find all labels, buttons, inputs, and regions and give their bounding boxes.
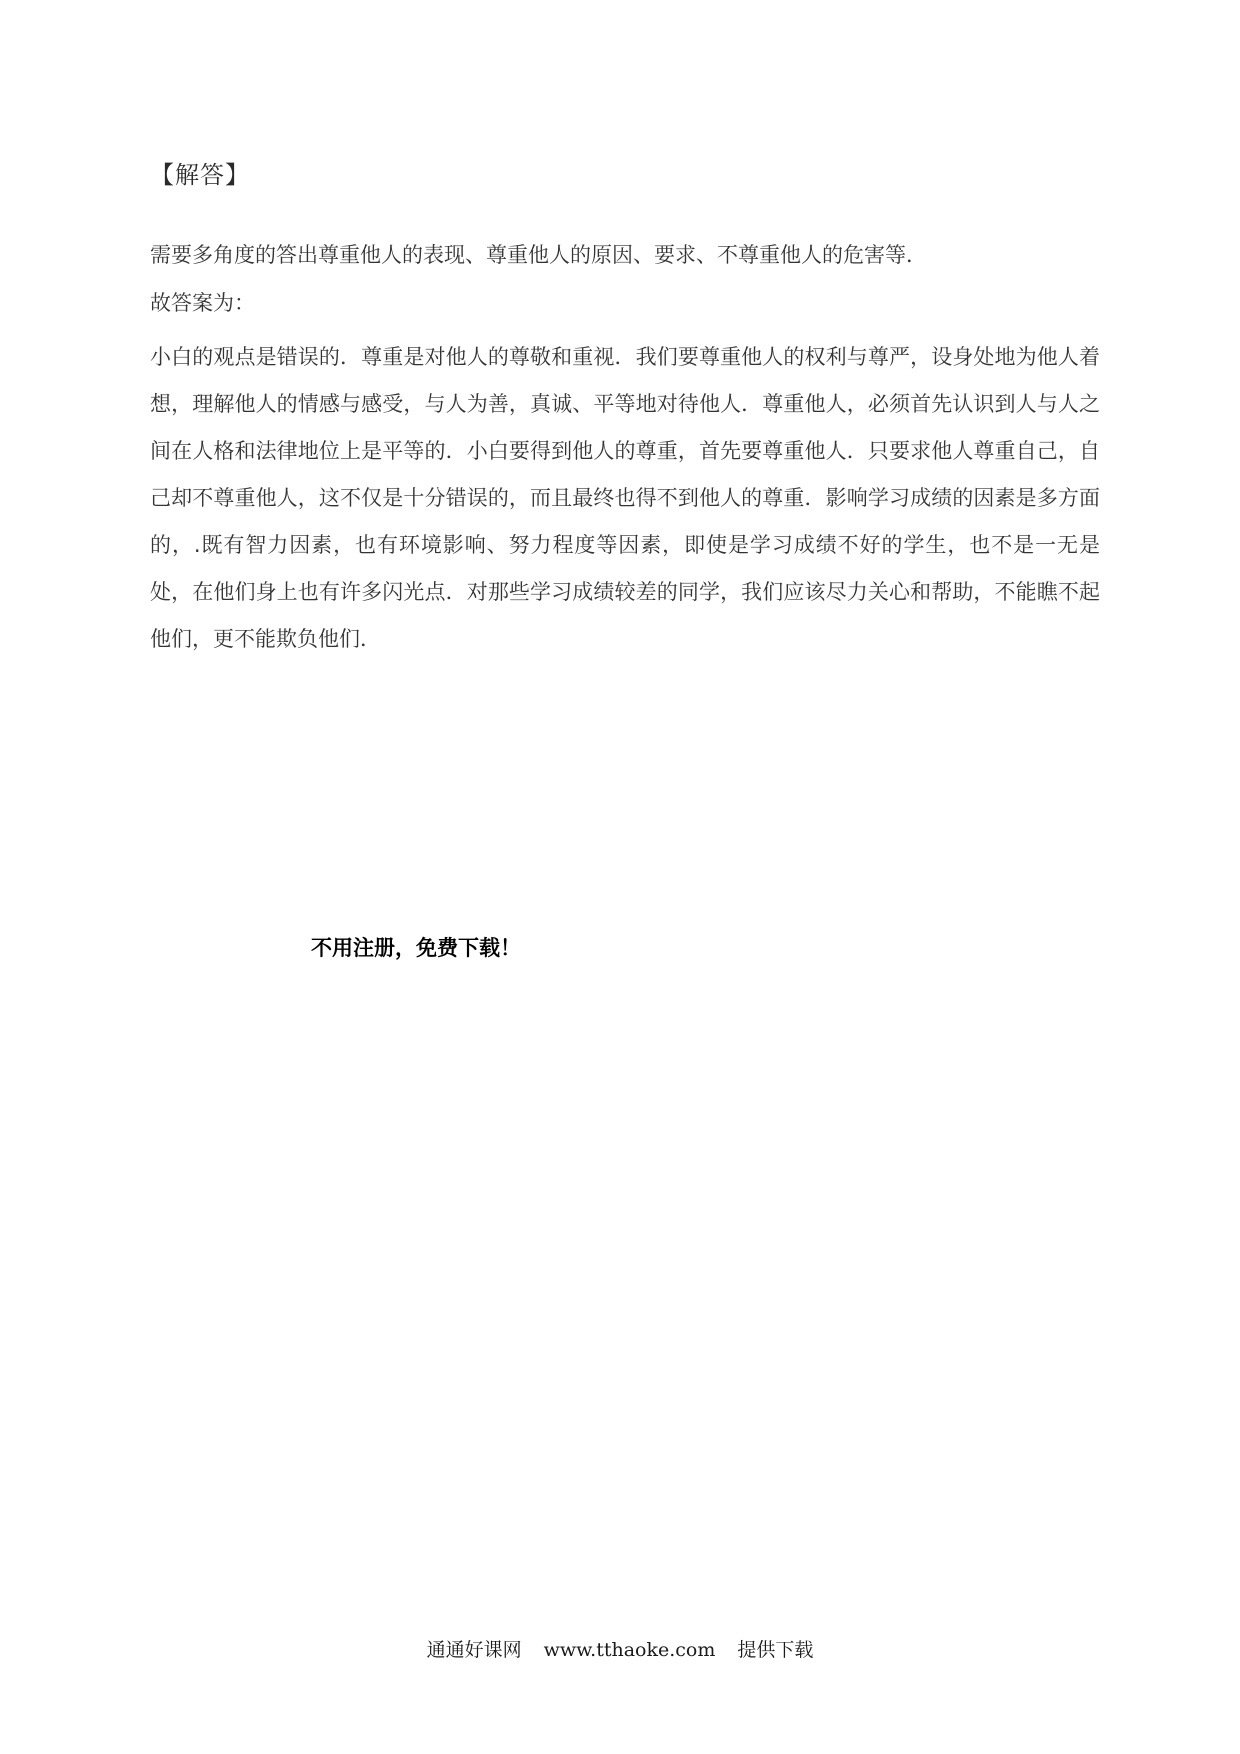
analysis-text: 需要多角度的答出尊重他人的表现、尊重他人的原因、要求、不尊重他人的危害等． (150, 243, 927, 267)
footer-site-name: 通通好课网 (426, 1639, 522, 1661)
page-footer (0, 1636, 1240, 1664)
answer-label: 故答案为： (150, 291, 255, 315)
answer-paragraph: 小白的观点是错误的．尊重是对他人的尊敬和重视．我们要尊重他人的权利与尊严，设身处地为他人着想，理解他人的情感与感受，与人为善，真诚、平等地对待他人．尊重他人，必须首先认识到人与人之间在人格和法律地位上是平等的．小白要得到他人的尊重，首先要尊重他人．只要求他人尊重自己，自己却不尊重他人，这不仅是十分错误的，而且最终也得不到他人的尊重．影响学习成绩的因素是多方面的，.既有智力因素，也有环境影响、努力程度等因素，即使是学习成绩不好的学生，也不是一无是处，在他们身上也有许多闪光点．对那些学习成绩较差的同学，我们应该尽力关心和帮助，不能瞧不起他们，更不能欺负他们． (150, 345, 1100, 651)
answer-heading: 【解答】 (150, 161, 250, 189)
footer-url[interactable]: www.tthaoke.com (543, 1639, 716, 1661)
footer-suffix: 提供下载 (737, 1639, 814, 1661)
free-download-promo: 不用注册，免费下载！ (311, 937, 521, 960)
